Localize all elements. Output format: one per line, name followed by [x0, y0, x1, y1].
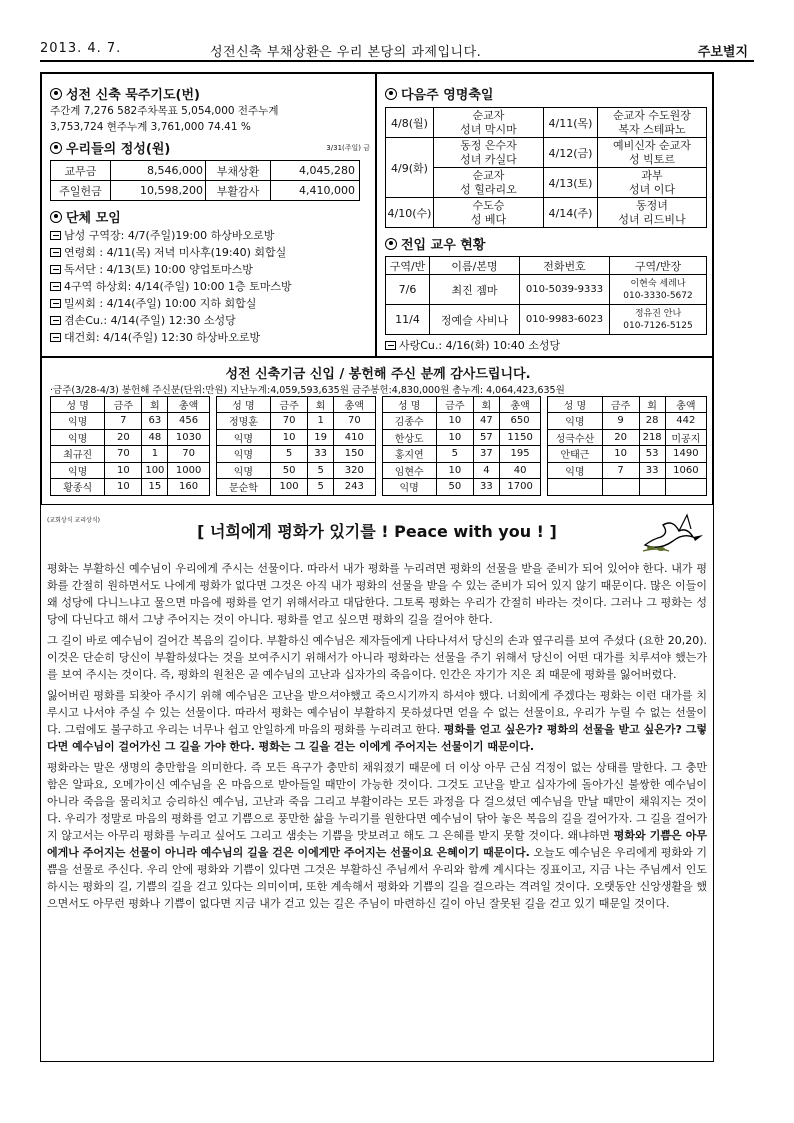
- donation-cell: 37: [473, 446, 499, 463]
- donation-cell: 성극수산: [548, 429, 602, 446]
- left-top-section: [41, 73, 376, 357]
- article-highlight: 평화와 기쁨은 아무에게나 주어지는 선물이 아니라 예수님의 길을 걷은 이에게만 주어지는 선물이요 은혜이기 때문이다.: [47, 829, 707, 859]
- offering-label: 주일헌금: [51, 181, 111, 201]
- list-item: 밀씨회 : 4/14(주일) 10:00 지하 회합실: [50, 295, 370, 312]
- donation-cell: 10: [602, 446, 639, 463]
- donation-cell: 442: [665, 413, 706, 430]
- column-header: 성 명: [216, 397, 270, 413]
- donation-cell: 익명: [51, 429, 105, 446]
- donation-table: [382, 396, 542, 496]
- donation-cell: 정명훈: [216, 413, 270, 430]
- article-paragraph: 잃어버린 평화를 되찾아 주시기 위해 예수님은 고난을 받으셔야했고 죽으시기까지 하셔야 했다. 너희에게 주겠다는 평화는 이런 대가를 치루시고 나서야 주실 수 있는 선물이다. 따라서 평화는 예수님이 부활하지 못하셨다면 얻을 수 없는 선물이요, 우리가 누릴 수 없는 선물이다. 그럼에도 불구하고 우리는 너무나 쉽고 안일하게 마음의 평화를 누리려고 한다. 평화를 얻고 싶은가? 평화의 선물을 받고 싶은가? 그렇다면 예수님이 걸어가신 그 길을 가야 한다. 평화는 그 길을 걷는 이에게 주어지는 선물이기 때문이다.: [47, 689, 707, 753]
- donation-cell: 70: [334, 413, 375, 430]
- donation-cell: 7: [602, 462, 639, 479]
- offering-label: 교무금: [51, 161, 111, 181]
- pen-icon: [50, 265, 61, 274]
- offering-label: 부활감사: [206, 181, 271, 201]
- donation-cell: 70: [105, 446, 142, 463]
- column-header: 이름/본명: [430, 257, 520, 275]
- feast-heading: 다음주 영명축일: [385, 84, 707, 103]
- donation-table: [547, 396, 707, 496]
- table-row: [548, 446, 707, 463]
- bulletin-label: 주보별지: [697, 45, 748, 60]
- donation-cell: 33: [473, 479, 499, 496]
- column-header: 총액: [334, 397, 375, 413]
- donation-cell: 57: [473, 429, 499, 446]
- transfer-name: 최진 젬마: [430, 275, 520, 305]
- donation-cell: 150: [334, 446, 375, 463]
- column-header: 회: [308, 397, 334, 413]
- table-row: [51, 413, 210, 430]
- donation-cell: [602, 479, 639, 496]
- donation-cell: 53: [639, 446, 665, 463]
- donation-cell: 익명: [548, 462, 602, 479]
- donation-cell: 33: [308, 446, 334, 463]
- feast-saint: 순교자 성 힐라리오: [434, 168, 544, 198]
- donation-cell: 미공지: [665, 429, 706, 446]
- bullet-icon: [50, 88, 62, 100]
- list-item: 독서단 : 4/13(토) 10:00 양업토마스방: [50, 261, 370, 278]
- column-header: 회: [142, 397, 168, 413]
- donation-cell: 임현수: [382, 462, 436, 479]
- feast-date: 4/9(화): [386, 138, 434, 198]
- pen-icon: [50, 248, 61, 257]
- transfer-phone: 010-5039-9333: [520, 275, 610, 305]
- table-row: [51, 462, 210, 479]
- donation-cell: 1030: [168, 429, 209, 446]
- donation-cell: 익명: [51, 413, 105, 430]
- feast-saint: 동정녀 성녀 리드비나: [598, 198, 707, 228]
- donation-cell: 650: [499, 413, 540, 430]
- donation-cell: 218: [639, 429, 665, 446]
- offering-value: 8,546,000: [111, 161, 206, 181]
- donation-cell: 김종수: [382, 413, 436, 430]
- prayer-line-1: 주간계 7,276 582주차목표 5,054,000 전주누계: [50, 105, 279, 117]
- header-title: 성전신축 부채상환은 우리 본당의 과제입니다.: [210, 45, 482, 60]
- donation-cell: 10: [436, 462, 473, 479]
- donation-cell: [639, 479, 665, 496]
- donation-cell: 100: [142, 462, 168, 479]
- column-header: 총액: [168, 397, 209, 413]
- table-row: [382, 413, 541, 430]
- table-row: [386, 168, 707, 198]
- donation-cell: 10: [105, 479, 142, 496]
- donation-cell: 243: [334, 479, 375, 496]
- donation-cell: 456: [168, 413, 209, 430]
- table-row: [382, 479, 541, 496]
- article-paragraph: 그 길이 바로 예수님이 걸어간 복음의 길이다. 부활하신 예수님은 제자들에게 나타나셔서 당신의 손과 옆구리를 보여 주셨다 (요한 20,20). 이것은 단순히 당신이 부활하셨다는 것을 보여주시기 위해서가 아니라 평화라는 선물을 주기 위해서 당신이 어떤 대가를 치루셔야 했는가를 보여 주시는 것이다. 즉, 평화의 원천은 곧 예수님의 고난과 십자가의 죽음이다. 인간은 자기가 지은 죄 때문에 평화를 잃어버렸다.: [47, 634, 707, 681]
- donation-section: [41, 357, 713, 505]
- transfer-leader: 이현숙 세레나 010-3330-5672: [610, 275, 707, 305]
- bullet-icon: [385, 238, 397, 250]
- donation-cell: [548, 479, 602, 496]
- donation-cell: 47: [473, 413, 499, 430]
- donation-cell: 10: [105, 462, 142, 479]
- donation-cell: 195: [499, 446, 540, 463]
- donation-cell: 70: [168, 446, 209, 463]
- column-header: 전화번호: [520, 257, 610, 275]
- table-row: [548, 462, 707, 479]
- offering-value: 10,598,200: [111, 181, 206, 201]
- offering-value: 4,045,280: [271, 161, 360, 181]
- list-item: 4구역 하상회: 4/14(주일) 10:00 1층 토마스방: [50, 278, 370, 295]
- feast-saint: 동정 은수자 성녀 카실다: [434, 138, 544, 168]
- transfer-zone: 11/4: [386, 305, 430, 335]
- column-header: 구역/반장: [610, 257, 707, 275]
- donation-cell: 문순학: [216, 479, 270, 496]
- transfer-table: [385, 256, 707, 335]
- list-item: 연령회 : 4/11(목) 저녁 미사후(19:40) 회합실: [50, 244, 370, 261]
- table-row: [386, 198, 707, 228]
- article-source: (교회상식 교리상식): [47, 517, 100, 524]
- donation-cell: 320: [334, 462, 375, 479]
- donation-cell: 익명: [548, 413, 602, 430]
- column-header: 성 명: [51, 397, 105, 413]
- donation-tables: [50, 396, 707, 496]
- column-header: 총액: [665, 397, 706, 413]
- pen-icon: [50, 282, 61, 291]
- feast-saint: 과부 성녀 이다: [598, 168, 707, 198]
- table-row: [386, 138, 707, 168]
- transfer-zone: 7/6: [386, 275, 430, 305]
- transfer-heading: 전입 교우 현황: [385, 234, 707, 253]
- column-header: 회: [639, 397, 665, 413]
- donation-summary: ·금주(3/28-4/3) 봉헌해 주신분(단위:만원) 지난누계:4,059,593,635원 금주봉헌:4,830,000원 총누계: 4,064,423,635원: [50, 385, 565, 396]
- table-row: [51, 397, 210, 413]
- donation-cell: 160: [168, 479, 209, 496]
- donation-cell: 50: [271, 462, 308, 479]
- donation-cell: 5: [308, 462, 334, 479]
- donation-cell: 4: [473, 462, 499, 479]
- groups-heading: 단체 모임: [50, 207, 370, 226]
- transfer-note: 사랑Cu.: 4/16(화) 10:40 소성당: [385, 338, 707, 354]
- donation-cell: 최규진: [51, 446, 105, 463]
- offering-table: [50, 160, 360, 201]
- table-row: [386, 305, 707, 335]
- offering-date-note: 3/31(주일) 금: [326, 143, 370, 152]
- donation-title: 성전 신축기금 신입 / 봉헌해 주신 분께 감사드립니다.: [225, 367, 531, 382]
- donation-cell: 익명: [216, 429, 270, 446]
- column-header: 금주: [436, 397, 473, 413]
- table-row: [386, 108, 707, 138]
- table-row: [51, 181, 360, 201]
- column-header: 총액: [499, 397, 540, 413]
- table-row: [216, 462, 375, 479]
- page-frame: [40, 72, 714, 1062]
- table-row: [386, 257, 707, 275]
- offering-value: 4,410,000: [271, 181, 360, 201]
- donation-cell: 5: [436, 446, 473, 463]
- transfer-leader: 정유진 안나 010-7126-5125: [610, 305, 707, 335]
- article-paragraph: 평화는 부활하신 예수님이 우리에게 주시는 선물이다. 따라서 내가 평화를 누리려면 평화의 선물을 받을 준비가 되어 있어야 한다. 내가 평화를 간절히 원하면서도 나에게 평화가 없다면 그것은 아직 내가 평화의 선물을 받을 수 있는 준비가 되어 있지 않기 때문이다. 많은 이들이 왜 성당에 다니느냐고 물으면 마음에 평화를 얻기 위해서라고 대답한다. 그토록 평화는 우리가 간절히 바라는 것이다. 그러나 그 평화는 성당에 다닌다고 해서 그냥 주어지는 것이 아니다. 평화를 얻고 싶으면 평화의 길을 걸어야 한다.: [47, 562, 707, 626]
- donation-cell: 10: [436, 413, 473, 430]
- donation-cell: 100: [271, 479, 308, 496]
- pen-icon: [50, 299, 61, 308]
- table-row: [51, 446, 210, 463]
- donation-cell: 1150: [499, 429, 540, 446]
- donation-cell: 10: [271, 429, 308, 446]
- dove-icon: [639, 511, 707, 555]
- column-header: 구역/반: [386, 257, 430, 275]
- donation-cell: 63: [142, 413, 168, 430]
- table-row: [382, 429, 541, 446]
- table-row: [382, 397, 541, 413]
- table-row: [382, 462, 541, 479]
- column-header: 금주: [105, 397, 142, 413]
- bullet-icon: [50, 142, 62, 154]
- table-row: [382, 446, 541, 463]
- page-header: [40, 38, 754, 62]
- article-highlight: 평화를 얻고 싶은가? 평화의 선물을 받고 싶은가? 그렇다면 예수님이 걸어가신 그 길을 가야 한다. 평화는 그 길을 걷는 이에게 주어지는 선물이기 때문이다.: [47, 723, 707, 753]
- table-row: [51, 429, 210, 446]
- article-title: [ 너희에게 평화가 있기를 ! Peace with you ! ]: [197, 522, 557, 541]
- donation-cell: 1700: [499, 479, 540, 496]
- donation-cell: 7: [105, 413, 142, 430]
- donation-cell: 한상도: [382, 429, 436, 446]
- donation-cell: 익명: [216, 462, 270, 479]
- transfer-name: 정예슬 사비나: [430, 305, 520, 335]
- table-row: [548, 479, 707, 496]
- feast-date: 4/10(수): [386, 198, 434, 228]
- donation-cell: 40: [499, 462, 540, 479]
- feast-date: 4/8(월): [386, 108, 434, 138]
- prayer-heading: 성전 신축 묵주기도(번): [50, 84, 370, 103]
- article-paragraph: 평화라는 말은 생명의 충만함을 의미한다. 즉 모든 욕구가 충만히 채워졌기 때문에 더 이상 아무 근심 걱정이 없는 상태를 말한다. 그 충만함은 알파요, 오메가이신 예수님을 온 마음으로 받아들일 때만이 가능한 것이다. 그것도 고난을 받고 십자가에 돌아가신 불쌍한 예수님이 아니라 죽음을 물리치고 승리하신 예수님, 고난과 죽음 그리고 부활이라는 모든 과정을 다 걸으셨던 예수님을 만날 때만이 채워지는 것이다. 우리가 정말로 마음의 평화를 얻고 기쁨으로 풍만한 삶을 누리기를 원한다면 예수님이 닦아 놓은 복음의 길을 걸어가자. 그 길을 걸어가지 않고서는 아무리 평화를 누리고 싶어도 그리고 샘솟는 기쁨을 맛보려고 해도 그 은혜를 받지 못할 것이다. 왜냐하면 평화와 기쁨은 아무에게나 주어지는 선물이 아니라 예수님의 길을 걷은 이에게만 주어지는 선물이요 은혜이기 때문이다. 오늘도 예수님은 우리에게 평화와 기쁨을 선물로 주신다. 우리 안에 평화와 기쁨이 있다면 그것은 부활하신 주님께서 우리와 함께 계시다는 징표이고, 지금 나는 주님께서 인도하시는 평화의 길, 기쁨의 길을 걷고 있다는 의미이며, 또한 계속해서 평화와 기쁨의 길을 걸으라는 격려일 것이다. 오랫동안 신앙생활을 했으면서도 아무런 평화나 기쁨이 없다면 지금 내가 걷고 있는 길은 주님이 마련하신 길이 아닌 잘못된 길을 걷고 있기 때문일 것이다.: [47, 761, 707, 910]
- donation-table: [50, 396, 210, 496]
- donation-cell: 410: [334, 429, 375, 446]
- column-header: 회: [473, 397, 499, 413]
- article-section: [41, 505, 713, 1061]
- table-row: [548, 397, 707, 413]
- table-row: [216, 397, 375, 413]
- donation-table: [216, 396, 376, 496]
- donation-cell: 5: [271, 446, 308, 463]
- column-header: 금주: [271, 397, 308, 413]
- table-row: [216, 429, 375, 446]
- feast-saint: 순교자 성녀 막시마: [434, 108, 544, 138]
- table-row: [216, 446, 375, 463]
- pen-icon: [50, 316, 61, 325]
- pen-icon: [385, 341, 396, 350]
- donation-cell: 10: [436, 429, 473, 446]
- table-row: [386, 275, 707, 305]
- table-row: [51, 161, 360, 181]
- groups-list: [50, 227, 370, 346]
- table-row: [216, 413, 375, 430]
- donation-cell: 50: [436, 479, 473, 496]
- donation-cell: 9: [602, 413, 639, 430]
- prayer-line-2: 3,753,724 현주누계 3,761,000 74.41 %: [50, 121, 251, 133]
- donation-cell: 익명: [382, 479, 436, 496]
- donation-cell: 1: [142, 446, 168, 463]
- donation-cell: 48: [142, 429, 168, 446]
- donation-cell: 익명: [51, 462, 105, 479]
- transfer-phone: 010-9983-6023: [520, 305, 610, 335]
- donation-cell: 33: [639, 462, 665, 479]
- donation-cell: 익명: [216, 446, 270, 463]
- column-header: 성 명: [548, 397, 602, 413]
- table-row: [548, 413, 707, 430]
- table-row: [216, 479, 375, 496]
- donation-cell: 홍지연: [382, 446, 436, 463]
- donation-cell: 28: [639, 413, 665, 430]
- right-top-section: [376, 73, 713, 357]
- donation-cell: 20: [105, 429, 142, 446]
- feast-table: [385, 107, 707, 228]
- donation-cell: 70: [271, 413, 308, 430]
- list-item: 겸손Cu.: 4/14(주일) 12:30 소성당: [50, 312, 370, 329]
- feast-date: 4/14(주): [544, 198, 598, 228]
- donation-cell: 황종식: [51, 479, 105, 496]
- feast-saint: 수도승 성 베다: [434, 198, 544, 228]
- donation-cell: 안태근: [548, 446, 602, 463]
- donation-cell: 1: [308, 413, 334, 430]
- offering-heading: 우리들의 정성(원): [50, 138, 170, 157]
- pen-icon: [50, 231, 61, 240]
- table-row: [548, 429, 707, 446]
- list-item: 남성 구역장: 4/7(주일)19:00 하상바오로방: [50, 227, 370, 244]
- donation-cell: 1060: [665, 462, 706, 479]
- donation-cell: [665, 479, 706, 496]
- feast-date: 4/12(금): [544, 138, 598, 168]
- table-row: [51, 479, 210, 496]
- bullet-icon: [50, 211, 62, 223]
- list-item: 대건회: 4/14(주일) 12:30 하상바오로방: [50, 329, 370, 346]
- pen-icon: [50, 333, 61, 342]
- bullet-icon: [385, 88, 397, 100]
- donation-cell: 1490: [665, 446, 706, 463]
- donation-cell: 19: [308, 429, 334, 446]
- feast-date: 4/13(토): [544, 168, 598, 198]
- bulletin-date: 2013. 4. 7.: [40, 41, 122, 56]
- donation-cell: 5: [308, 479, 334, 496]
- column-header: 성 명: [382, 397, 436, 413]
- feast-saint: 예비신자 순교자 성 빅토르: [598, 138, 707, 168]
- donation-cell: 15: [142, 479, 168, 496]
- donation-cell: 20: [602, 429, 639, 446]
- column-header: 금주: [602, 397, 639, 413]
- feast-saint: 순교자 수도원장 복자 스테파노: [598, 108, 707, 138]
- feast-date: 4/11(목): [544, 108, 598, 138]
- offering-label: 부채상환: [206, 161, 271, 181]
- donation-cell: 1000: [168, 462, 209, 479]
